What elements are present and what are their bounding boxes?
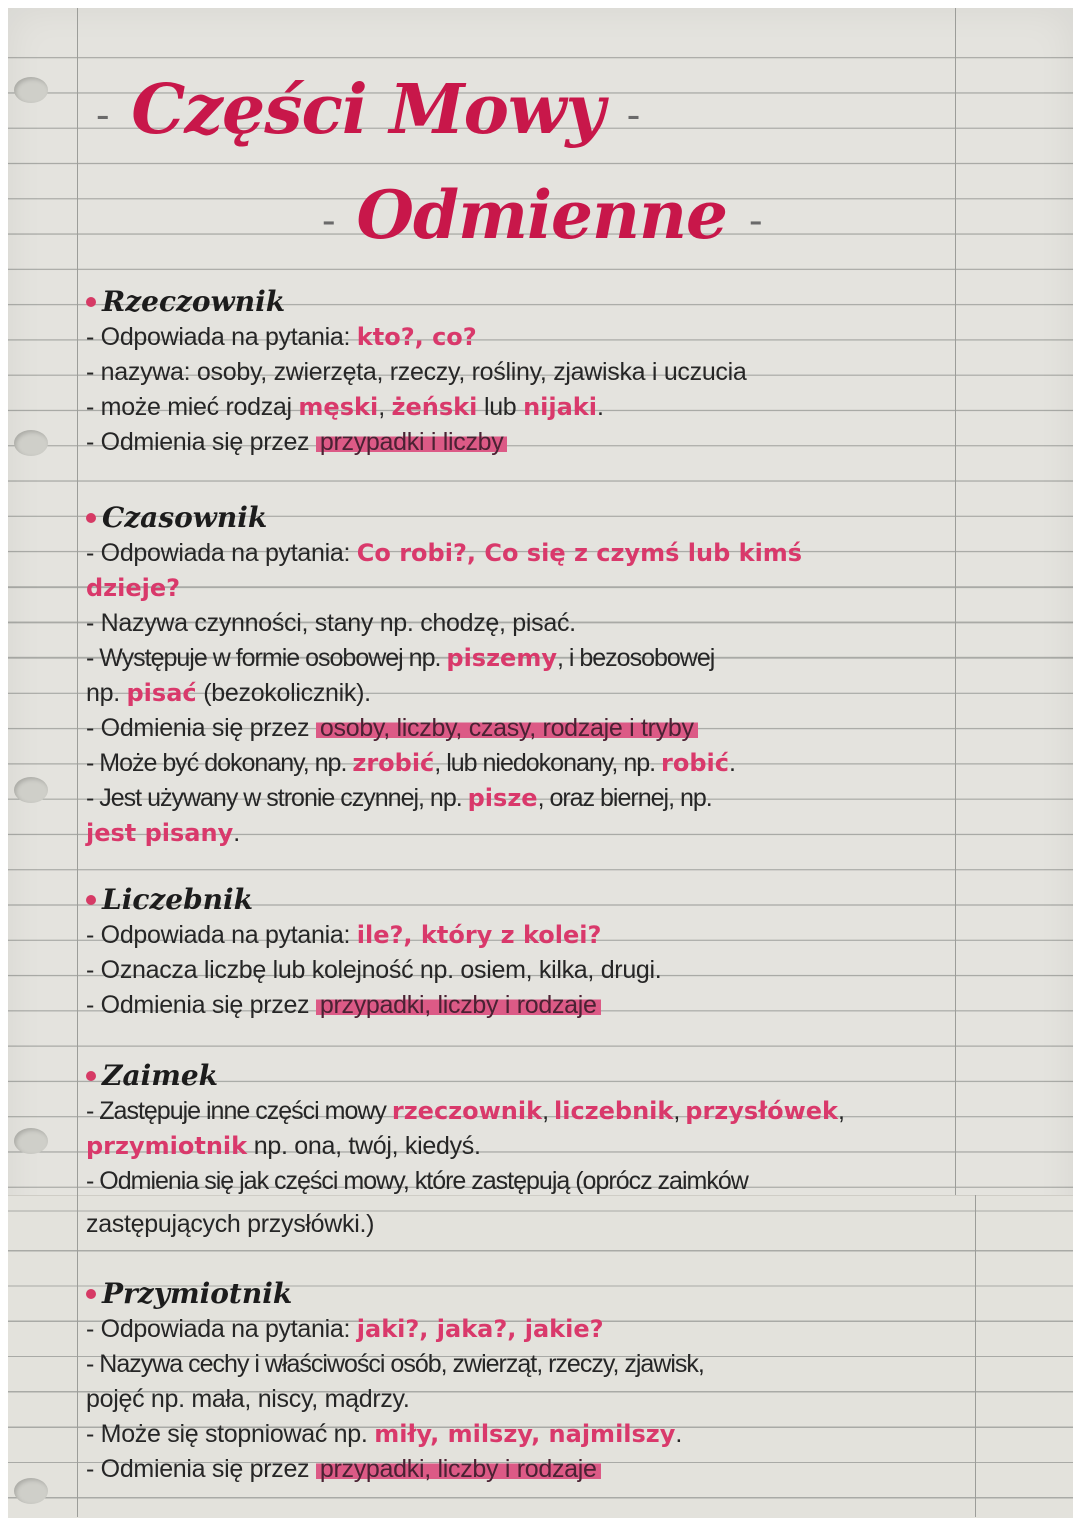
note-text: - Nazywa czynności, stany np. chodzę, pisać. <box>86 609 576 637</box>
section-przymiotnik <box>86 1276 986 1487</box>
note-line <box>86 953 986 988</box>
title-dash-right: - <box>626 92 640 139</box>
note-line <box>86 320 986 355</box>
note-text: , lub niedokonany, np. <box>434 749 662 777</box>
punch-hole <box>14 1128 48 1154</box>
note-line <box>86 1452 986 1487</box>
section-rzeczownik <box>86 284 986 460</box>
note-line <box>86 1417 986 1452</box>
emphasized-text: kto?, co? <box>356 323 477 351</box>
emphasized-text: pisze <box>467 784 538 812</box>
subtitle-dash-right: - <box>749 198 762 244</box>
note-text: - Zastępuje inne części mowy <box>86 1097 392 1125</box>
note-line <box>86 536 986 571</box>
section-zaimek <box>86 1058 986 1242</box>
emphasized-text: męski <box>298 393 379 421</box>
heading-text: Czasownik <box>102 501 268 534</box>
note-line <box>86 711 986 746</box>
subtitle-dash-left: - <box>322 198 335 244</box>
note-text: - Odmienia się jak części mowy, które zastępują (oprócz zaimków <box>86 1167 748 1195</box>
section-liczebnik <box>86 882 986 1023</box>
punch-hole <box>14 77 48 103</box>
punch-hole <box>14 1478 48 1504</box>
page-subtitle <box>322 176 762 254</box>
highlighted-text: przypadki, liczby i rodzaje <box>316 1455 601 1483</box>
title-dash-left: - <box>96 92 109 139</box>
note-line <box>86 390 986 425</box>
emphasized-text: przysłówek <box>685 1097 838 1125</box>
emphasized-text: przymiotnik <box>86 1132 248 1160</box>
note-text: - Odmienia się przez <box>86 428 316 456</box>
note-text: . <box>675 1420 683 1448</box>
emphasized-text: rzeczownik <box>391 1097 543 1125</box>
note-line <box>86 746 986 781</box>
note-line <box>86 1207 986 1242</box>
note-text: . <box>729 749 735 777</box>
punch-hole <box>14 430 48 456</box>
emphasized-text: zrobić <box>352 749 435 777</box>
bullet-icon <box>86 513 96 523</box>
bullet-icon <box>86 297 96 307</box>
section-heading <box>86 882 986 918</box>
note-text: - Odmienia się przez <box>86 991 316 1019</box>
note-text: , <box>673 1097 686 1125</box>
emphasized-text: liczebnik <box>553 1097 674 1125</box>
note-line <box>86 355 986 390</box>
note-text: - Oznacza liczbę lub kolejność np. osiem, kilka, drugi. <box>86 956 662 984</box>
emphasized-text: jaki?, jaka?, jakie? <box>356 1315 604 1343</box>
bullet-icon <box>86 895 96 905</box>
note-text: , i bezosobowej <box>556 644 715 672</box>
page-title <box>96 70 639 150</box>
note-text: lub <box>477 393 524 421</box>
note-line <box>86 1164 986 1199</box>
note-line <box>86 781 986 816</box>
note-line <box>86 1094 986 1129</box>
note-line <box>86 1347 986 1382</box>
note-text: . <box>596 393 604 421</box>
note-line <box>86 676 986 711</box>
note-text: , <box>542 1097 554 1125</box>
note-text: - Odpowiada na pytania: <box>86 323 357 351</box>
section-heading <box>86 1276 986 1312</box>
note-text: pojęć np. mała, niscy, mądrzy. <box>86 1385 410 1413</box>
heading-text: Liczebnik <box>102 883 254 916</box>
note-text: (bezokolicznik). <box>196 679 371 707</box>
title-main-text: Części Mowy <box>131 70 605 150</box>
highlighted-text: osoby, liczby, czasy, rodzaje i tryby <box>316 714 698 742</box>
note-text: - nazywa: osoby, zwierzęta, rzeczy, rośliny, zjawiska i uczucia <box>86 358 747 386</box>
section-czasownik <box>86 500 986 851</box>
note-line <box>86 918 986 953</box>
punch-hole <box>14 777 48 803</box>
note-text: - Odmienia się przez <box>86 1455 316 1483</box>
section-heading <box>86 500 986 536</box>
heading-text: Zaimek <box>102 1059 219 1092</box>
emphasized-text: ile?, który z kolei? <box>356 921 602 949</box>
highlighted-text: przypadki, liczby i rodzaje <box>316 991 601 1019</box>
emphasized-text: Co robi?, Co się z czymś lub kimś <box>356 539 803 567</box>
highlighted-text: przypadki i liczby <box>316 428 508 456</box>
note-text: . <box>233 819 240 847</box>
note-line <box>86 1382 986 1417</box>
note-text: , <box>378 393 392 421</box>
title-sub-text: Odmienne <box>356 176 728 254</box>
note-line <box>86 606 986 641</box>
section-heading <box>86 1058 986 1094</box>
section-heading <box>86 284 986 320</box>
heading-text: Rzeczownik <box>102 285 286 318</box>
note-line <box>86 1129 986 1164</box>
note-text: - Występuje w formie osobowej np. <box>86 644 447 672</box>
bullet-icon <box>86 1071 96 1081</box>
note-text: np. ona, twój, kiedyś. <box>247 1132 481 1160</box>
note-text: - Odmienia się przez <box>86 714 316 742</box>
note-line <box>86 425 986 460</box>
emphasized-text: żeński <box>391 393 478 421</box>
note-text: - Odpowiada na pytania: <box>86 921 357 949</box>
note-text: - Jest używany w stronie czynnej, np. <box>86 784 468 812</box>
note-line <box>86 988 986 1023</box>
emphasized-text: piszemy <box>446 644 557 672</box>
note-text: np. <box>86 679 127 707</box>
emphasized-text: nijaki <box>523 393 597 421</box>
left-margin-line <box>77 8 78 1517</box>
note-text: - Może się stopniować np. <box>86 1420 375 1448</box>
note-text: - Może być dokonany, np. <box>86 749 353 777</box>
note-line <box>86 641 986 676</box>
note-text: zastępujących przysłówki.) <box>86 1210 375 1238</box>
heading-text: Przymiotnik <box>102 1277 293 1310</box>
note-text: - może mieć rodzaj <box>86 393 299 421</box>
note-line <box>86 1312 986 1347</box>
note-text: - Odpowiada na pytania: <box>86 539 357 567</box>
note-line <box>86 571 986 606</box>
emphasized-text: robić <box>661 749 729 777</box>
note-text: - Odpowiada na pytania: <box>86 1315 357 1343</box>
emphasized-text: miły, milszy, najmilszy <box>374 1420 676 1448</box>
emphasized-text: pisać <box>126 679 197 707</box>
note-text: - Nazywa cechy i właściwości osób, zwierząt, rzeczy, zjawisk, <box>86 1350 704 1378</box>
emphasized-text: dzieje? <box>86 574 181 602</box>
note-line <box>86 816 986 851</box>
note-text: , oraz biernej, np. <box>537 784 712 812</box>
emphasized-text: jest pisany <box>86 819 234 847</box>
bullet-icon <box>86 1289 96 1299</box>
note-text: , <box>838 1097 844 1125</box>
